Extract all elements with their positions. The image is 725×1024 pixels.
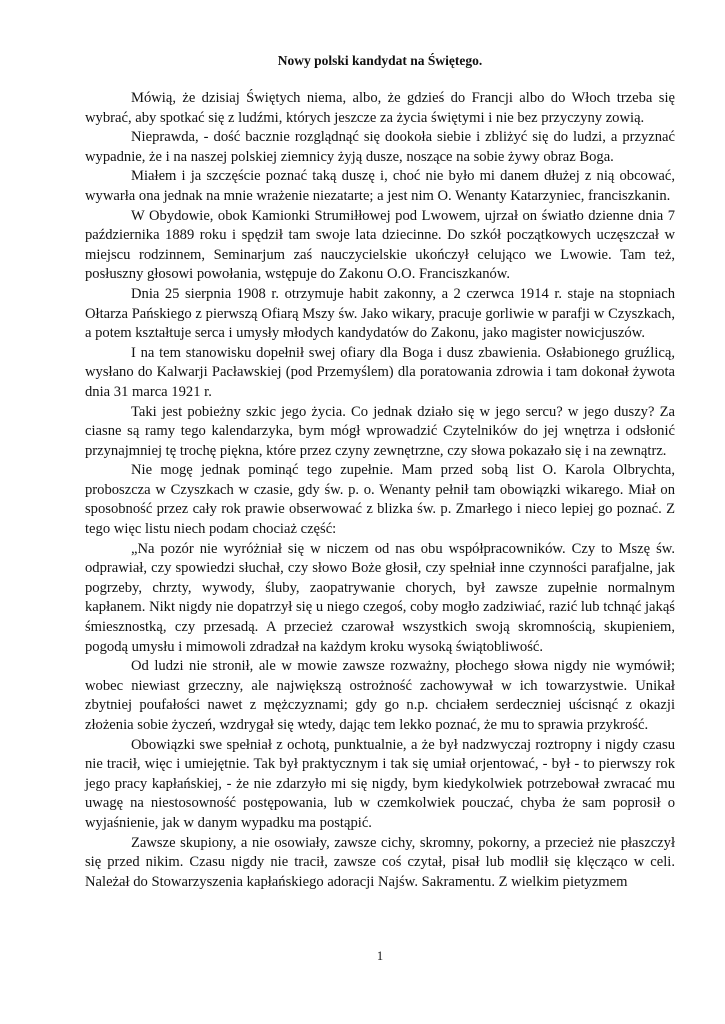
paragraph: I na tem stanowisku dopełnił swej ofiary dla Boga i dusz zbawienia. Osłabionego gruźlicą, wysłano do Kalwarji Pacławskiej (pod Przemyślem) dla poratowania zdrowia i tam dokonał żywota dnia 31 marca 1921 r. xyxy=(85,344,675,400)
paragraph: W Obydowie, obok Kamionki Strumiłłowej pod Lwowem, ujrzał on światło dzienne dnia 7 października 1889 roku i spędził tam swoje lata dziecinne. Do szkół początkowych uczęszczał w miejscu rodzinnem, Seminarjum zaś nauczycielskie ukończył celująco we Lwowie. Tam też, posłuszny głosowi powołania, wstępuje do Zakonu O.O. Franciszkanów. xyxy=(85,207,675,283)
quoted-paragraph: „Na pozór nie wyróżniał się w niczem od nas obu współpracowników. Czy to Mszę św. odprawiał, czy spowiedzi słuchał, czy słowo Boże głosił, czy spełniał inne czynności parafjalne, jak pogrzeby, chrzty, wywody, śluby, zaopatrywanie chorych, był zawsze zupełnie normalnym kapłanem. Nikt nigdy nie dopatrzył się u niego czegoś, coby mogło zadziwiać, razić lub tchnąć jakąś śmiesznostką, czy przesadą. A przecież czarował wszystkich swoją skromnością, skupieniem, pogodą umysłu i mimowoli zdradzał na każdym kroku wysoką świątobliwość. xyxy=(85,540,675,655)
document-body xyxy=(85,89,675,892)
paragraph: Taki jest pobieżny szkic jego życia. Co jednak działo się w jego sercu? w jego duszy? Za ciasne są ramy tego kalendarzyka, bym mógł wprowadzić Czytelników do jej wnętrza i odsłonić przynajmniej tę trochę piękna, które przez czyny zewnętrzne, czy słowa pokazało się i na zewnątrz. xyxy=(85,403,675,459)
document-title: Nowy polski kandydat na Świętego. xyxy=(277,53,483,68)
paragraph: Dnia 25 sierpnia 1908 r. otrzymuje habit zakonny, a 2 czerwca 1914 r. staje na stopniach Ołtarza Pańskiego z pierwszą Ofiarą Mszy św. Jako wikary, pracuje gorliwie w parafji w Czyszkach, a potem kształtuje serca i umysły młodych kandydatów do Zakonu, jako magister nowicjuszów. xyxy=(85,285,675,342)
paragraph: Mówią, że dzisiaj Świętych niema, albo, że gdzieś do Francji albo do Włoch trzeba się wybrać, aby spotkać się z ludźmi, których jeszcze za życia świętymi i nie bez przyczyny zowią. xyxy=(85,90,675,126)
paragraph: Miałem i ja szczęście poznać taką duszę i, choć nie było mi danem dłużej z nią obcować, wywarła ona jednak na mnie wrażenie niezatarte; a jest nim O. Wenanty Katarzyniec, franciszkanin. xyxy=(85,168,675,204)
quoted-paragraph: Zawsze skupiony, a nie osowiały, zawsze cichy, skromny, pokorny, a przecież nie płaszczył się przed nikim. Czasu nigdy nie tracił, zawsze coś czytał, pisał lub modlił się klęcząco w celi. Należał do Stowarzyszenia kapłańskiego adoracji Najśw. Sakramentu. Z wielkim pietyzmem xyxy=(85,834,675,890)
paragraph: Nie mogę jednak pominąć tego zupełnie. Mam przed sobą list O. Karola Olbrychta, proboszcza w Czyszkach w czasie, gdy św. p. o. Wenanty pełnił tam obowiązki wikarego. Miał on sposobność przez cały rok prawie obserwować z blizka św. p. Zmarłego i nieco lepiej go poznać. Z tego więc listu niech podam chociaż część: xyxy=(85,462,675,538)
quoted-paragraph: Obowiązki swe spełniał z ochotą, punktualnie, a że był nadzwyczaj roztropny i nigdy czasu nie tracił, więc i umiejętnie. Tak był praktycznym i tak się umiał orjentować, - był - to pierwszy rok jego pracy kapłańskiej, - że nie zdarzyło mi się nigdy, bym kiedykolwiek potrzebował zwracać mu uwagę na niestosowność postępowania, lub w czemkolwiek pouczać, chyba że sam poprosił o wyjaśnienie, jak w danym wypadku ma postąpić. xyxy=(85,736,675,831)
quoted-paragraph: Od ludzi nie stronił, ale w mowie zawsze rozważny, płochego słowa nigdy nie wymówił; wobec niewiast grzeczny, ale największą ostrożność zachowywał w ich towarzystwie. Unikał zbytniej poufałości nawet z mężczyznami; gdy go n.p. chciałem serdeczniej uścisnąć z okazji złożenia sobie życzeń, wzdrygał się wtedy, dając tem lekko poznać, że mu to sprawia przykrość. xyxy=(85,658,675,733)
page-number: 1 xyxy=(376,949,384,963)
paragraph: Nieprawda, - dość bacznie rozglądnąć się dookoła siebie i zbliżyć się do ludzi, a przyznać wypadnie, że i na naszej polskiej ziemnicy żyją dusze, noszące na sobie żywy obraz Boga. xyxy=(85,129,675,165)
